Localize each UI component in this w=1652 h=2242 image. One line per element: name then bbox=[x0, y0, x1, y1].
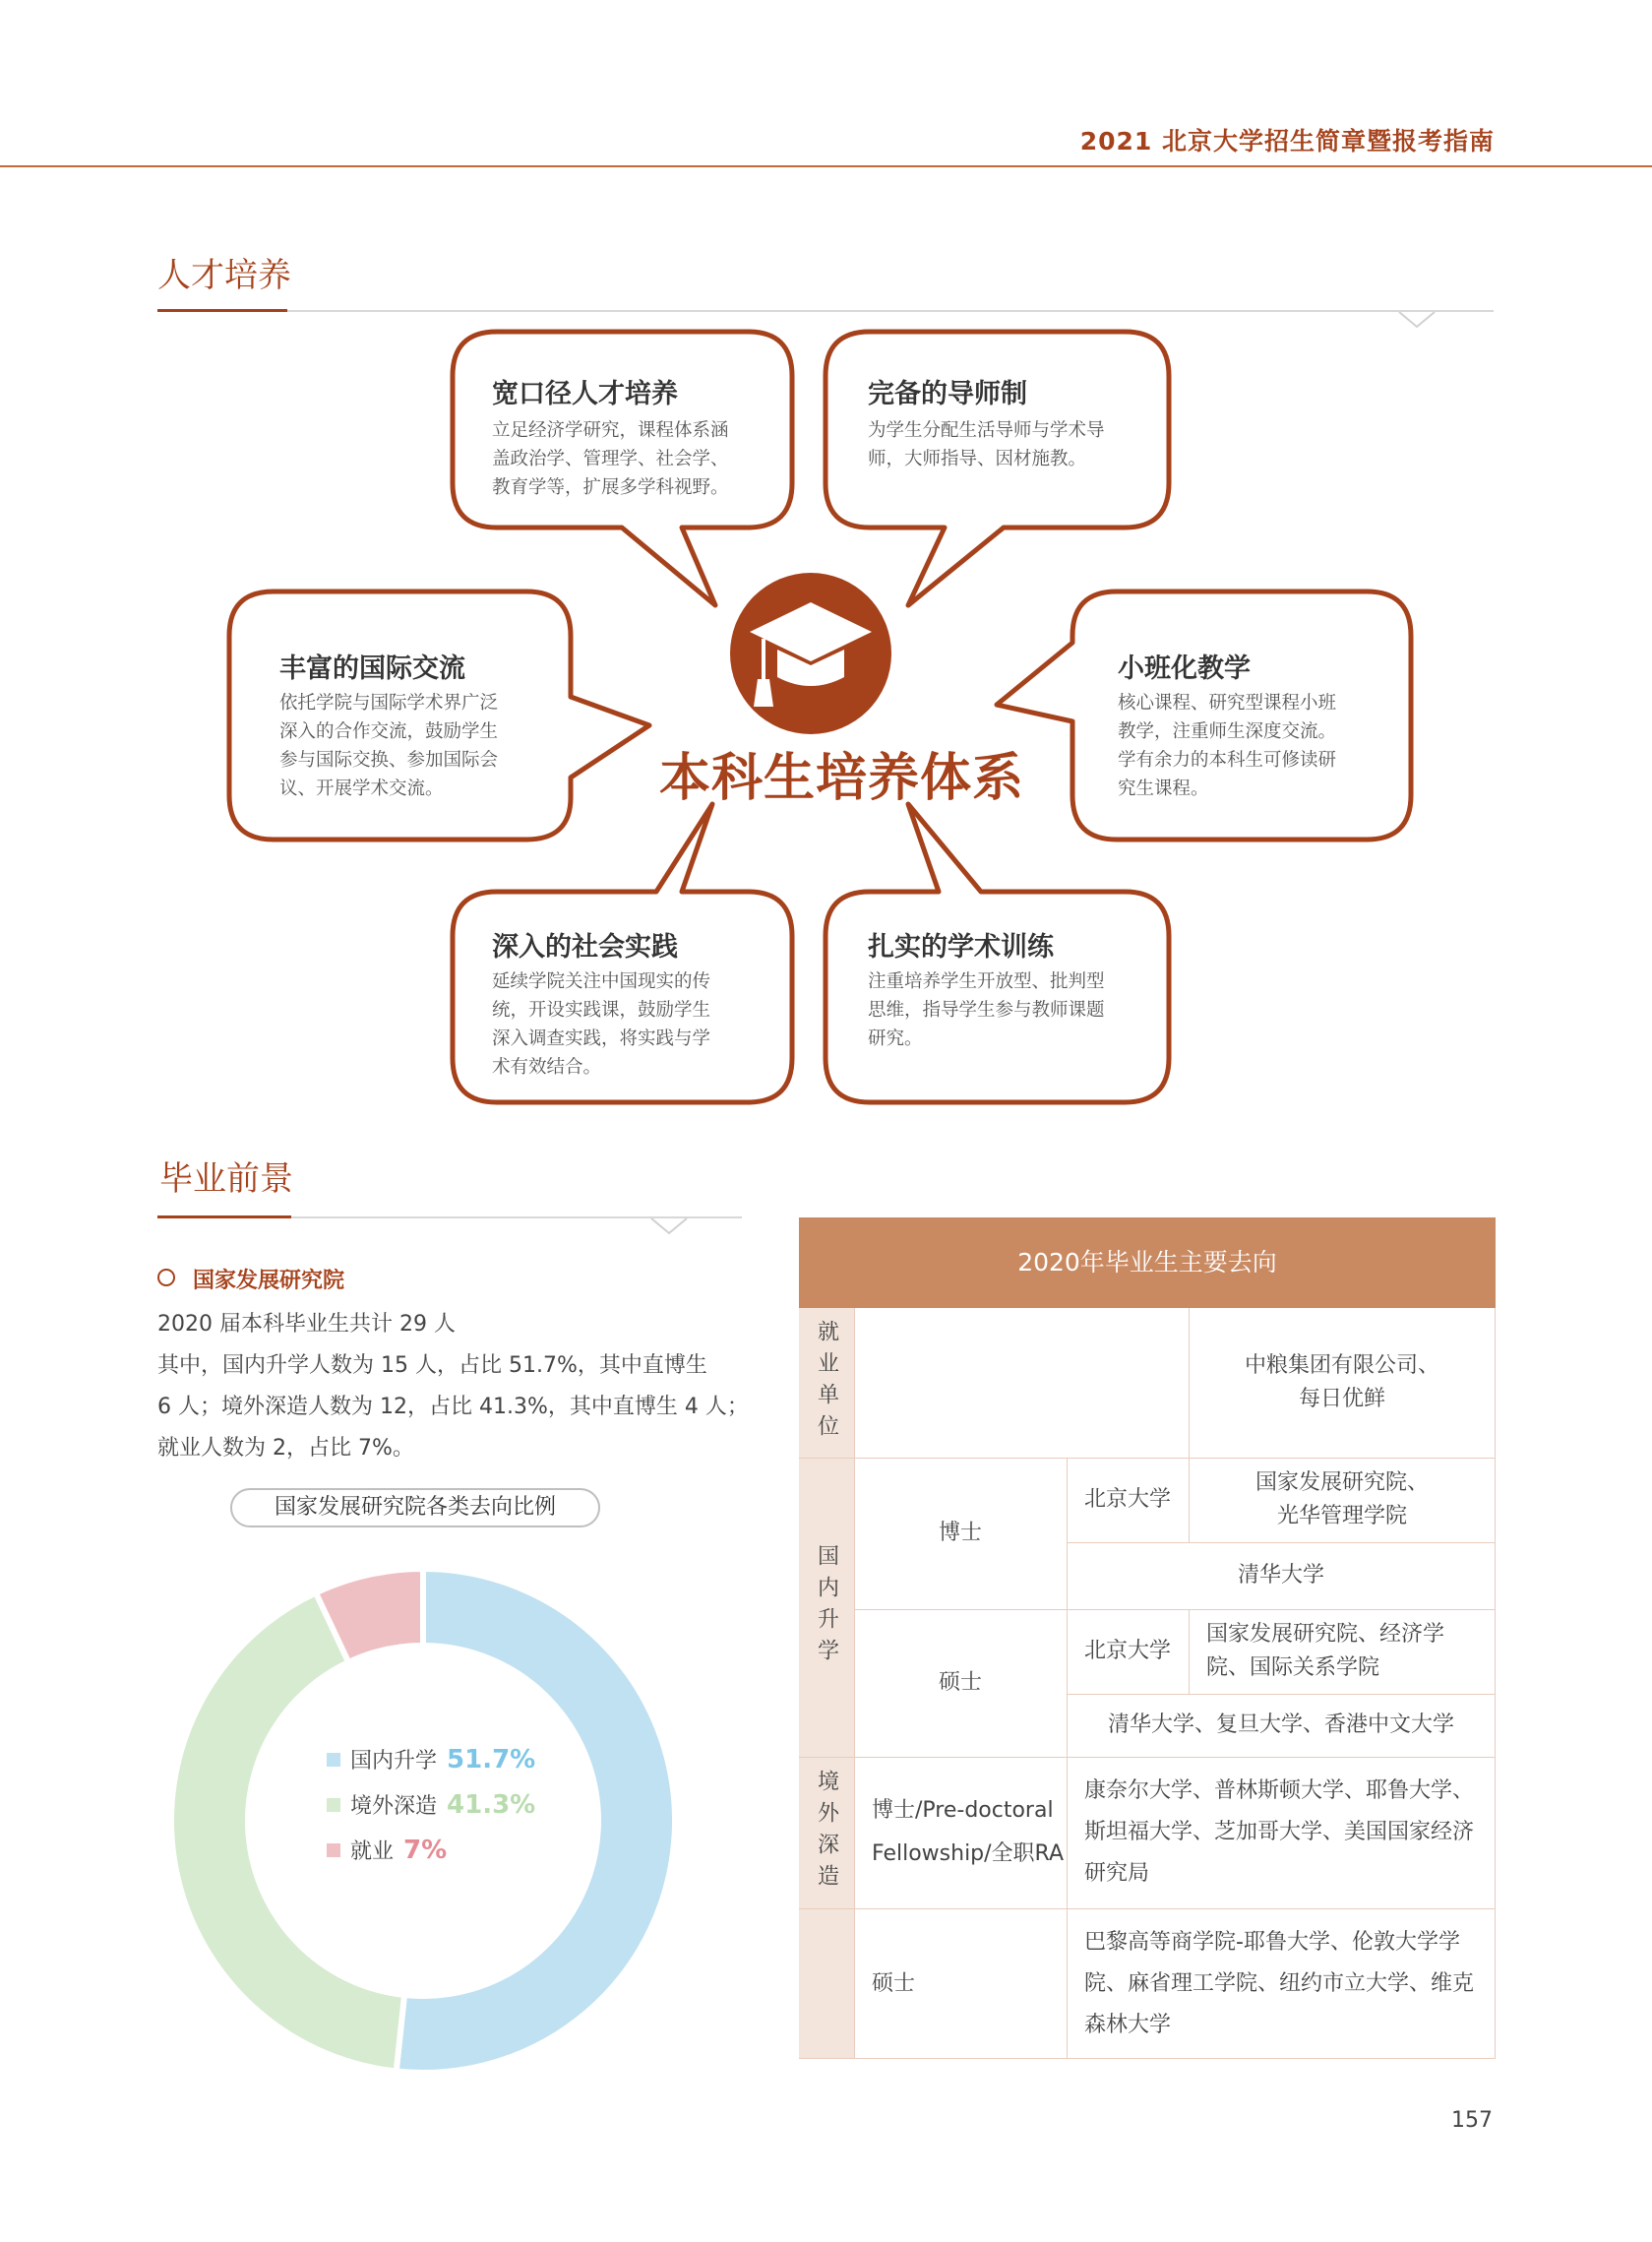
legend-swatch bbox=[327, 1843, 340, 1857]
bubble-line: 立足经济学研究，课程体系涵 bbox=[492, 420, 729, 441]
table-rule bbox=[1189, 1609, 1190, 1694]
bubble-text-tutor-system bbox=[868, 372, 1153, 473]
bubble-line: 教育学等，扩展多学科视野。 bbox=[492, 477, 729, 498]
table-rule bbox=[799, 1458, 1496, 1459]
bubble-line: 研究。 bbox=[868, 1028, 923, 1049]
table-rule bbox=[1495, 1308, 1496, 2059]
bubble-line: 参与国际交换、参加国际会 bbox=[279, 750, 499, 771]
abroad-master-value: 巴黎高等商学院-耶鲁大学、伦敦大学学 院、麻省理工学院、纽约市立大学、维克 森林大学 bbox=[1084, 1929, 1475, 2037]
chart-legend bbox=[327, 1744, 535, 1880]
domestic-phd-pku-schools: 国家发展研究院、 光华管理学院 bbox=[1254, 1470, 1429, 1528]
bubble-line: 师，大师指导、因材施教。 bbox=[868, 449, 1087, 469]
bubble-line: 术有效结合。 bbox=[492, 1057, 602, 1078]
graduation-cap-icon bbox=[730, 573, 891, 734]
summary-line: 其中，国内升学人数为 15 人，占比 51.7%，其中直博生 bbox=[157, 1353, 707, 1378]
bubble-line: 为学生分配生活导师与学术导 bbox=[868, 420, 1105, 441]
summary-line: 6 人；境外深造人数为 12，占比 41.3%，其中直博生 4 人； bbox=[157, 1395, 749, 1419]
bubble-title: 完备的导师制 bbox=[868, 379, 1027, 409]
legend-item bbox=[327, 1835, 535, 1880]
domestic-master-label: 硕士 bbox=[938, 1670, 982, 1695]
bubble-title: 深入的社会实践 bbox=[492, 932, 678, 963]
divider-notch-icon bbox=[649, 1217, 689, 1235]
bubble-line: 教学，注重师生深度交流。 bbox=[1118, 721, 1337, 742]
bubble-line: 延续学院关注中国现实的传 bbox=[492, 971, 711, 992]
bubble-text-small-class bbox=[1118, 647, 1403, 803]
category-blank bbox=[799, 1908, 854, 2059]
center-title: 本科生培养体系 bbox=[659, 749, 1025, 808]
category-domestic: 国内升学 bbox=[799, 1458, 854, 1757]
bubble-line: 统，开设实践课，鼓励学生 bbox=[492, 1000, 711, 1021]
legend-label: 国内升学 bbox=[350, 1749, 438, 1774]
bubble-title: 小班化教学 bbox=[1118, 654, 1251, 684]
legend-item bbox=[327, 1744, 535, 1789]
section-divider-accent bbox=[157, 1215, 291, 1218]
domestic-phd-pku: 北京大学 bbox=[1083, 1487, 1171, 1512]
bubble-text-academic-training bbox=[868, 925, 1163, 1053]
legend-item bbox=[327, 1789, 535, 1835]
destination-table bbox=[799, 1308, 1496, 2059]
abroad-phd-label: 博士/Pre-doctoral Fellowship/全职RA bbox=[872, 1798, 1065, 1866]
bubble-line: 议、开展学术交流。 bbox=[279, 778, 444, 799]
legend-value: 41.3% bbox=[447, 1790, 536, 1820]
page-number: 157 bbox=[1451, 2108, 1493, 2133]
bubble-line: 深入的合作交流，鼓励学生 bbox=[279, 721, 499, 742]
bubble-text-broad-training bbox=[492, 372, 777, 502]
table-rule bbox=[1189, 1308, 1190, 1458]
bubble-line: 依托学院与国际学术界广泛 bbox=[279, 693, 499, 714]
employment-value: 中粮集团有限公司、 每日优鲜 bbox=[1244, 1353, 1439, 1411]
document-header-title: 2021 北京大学招生简章暨报考指南 bbox=[1079, 127, 1495, 156]
bubble-line: 学有余力的本科生可修读研 bbox=[1118, 750, 1337, 771]
table-rule bbox=[799, 1908, 1496, 1909]
institute-name: 国家发展研究院 bbox=[193, 1269, 345, 1293]
chart-title-pill: 国家发展研究院各类去向比例 bbox=[230, 1488, 600, 1527]
legend-label: 境外深造 bbox=[350, 1794, 438, 1819]
section-title-talent: 人才培养 bbox=[157, 256, 291, 295]
summary-line: 就业人数为 2，占比 7%。 bbox=[157, 1436, 414, 1461]
table-rule bbox=[854, 1308, 855, 2059]
bubble-line: 核心课程、研究型课程小班 bbox=[1118, 693, 1337, 714]
table-rule bbox=[1067, 1542, 1496, 1543]
legend-swatch bbox=[327, 1798, 340, 1812]
bubble-line: 思维，指导学生参与教师课题 bbox=[868, 1000, 1105, 1021]
table-rule bbox=[854, 1609, 1496, 1610]
bubble-text-social-practice bbox=[492, 925, 777, 1082]
summary-line: 2020 届本科毕业生共计 29 人 bbox=[157, 1312, 456, 1337]
table-rule bbox=[1189, 1458, 1190, 1542]
domestic-phd-label: 博士 bbox=[938, 1521, 982, 1545]
bubble-line: 注重培养学生开放型、批判型 bbox=[868, 971, 1105, 992]
bubble-line: 究生课程。 bbox=[1118, 778, 1209, 799]
legend-swatch bbox=[327, 1753, 340, 1767]
category-abroad: 境外深造 bbox=[799, 1757, 854, 1908]
table-title: 2020年毕业生主要去向 bbox=[799, 1217, 1496, 1308]
bubble-line: 盖政治学、管理学、社会学、 bbox=[492, 449, 729, 469]
abroad-phd-value: 康奈尔大学、普林斯顿大学、耶鲁大学、 斯坦福大学、芝加哥大学、美国国家经济 研究局 bbox=[1084, 1778, 1475, 1886]
domestic-phd-other: 清华大学 bbox=[1237, 1563, 1324, 1588]
category-employment: 就业单位 bbox=[799, 1308, 854, 1458]
bubble-line: 深入调查实践，将实践与学 bbox=[492, 1028, 711, 1049]
bubble-title: 丰富的国际交流 bbox=[279, 654, 465, 684]
legend-value: 51.7% bbox=[447, 1745, 536, 1775]
legend-label: 就业 bbox=[350, 1839, 395, 1864]
section-title-graduation: 毕业前景 bbox=[159, 1159, 293, 1199]
domestic-master-other: 清华大学、复旦大学、香港中文大学 bbox=[1107, 1713, 1454, 1737]
table-rule bbox=[1067, 1694, 1496, 1695]
bubble-title: 扎实的学术训练 bbox=[868, 932, 1054, 963]
domestic-master-pku-schools: 国家发展研究院、经济学 院、国际关系学院 bbox=[1206, 1622, 1445, 1680]
bubble-text-international-exchange bbox=[279, 647, 565, 803]
table-rule bbox=[799, 2058, 1496, 2059]
bubble-title: 宽口径人才培养 bbox=[492, 379, 678, 409]
abroad-master-label: 硕士 bbox=[872, 1970, 916, 1996]
table-rule bbox=[1067, 1458, 1068, 2059]
domestic-master-pku: 北京大学 bbox=[1083, 1639, 1171, 1663]
table-rule bbox=[799, 1757, 1496, 1758]
legend-value: 7% bbox=[403, 1836, 448, 1865]
bullet-circle-icon bbox=[157, 1269, 175, 1286]
